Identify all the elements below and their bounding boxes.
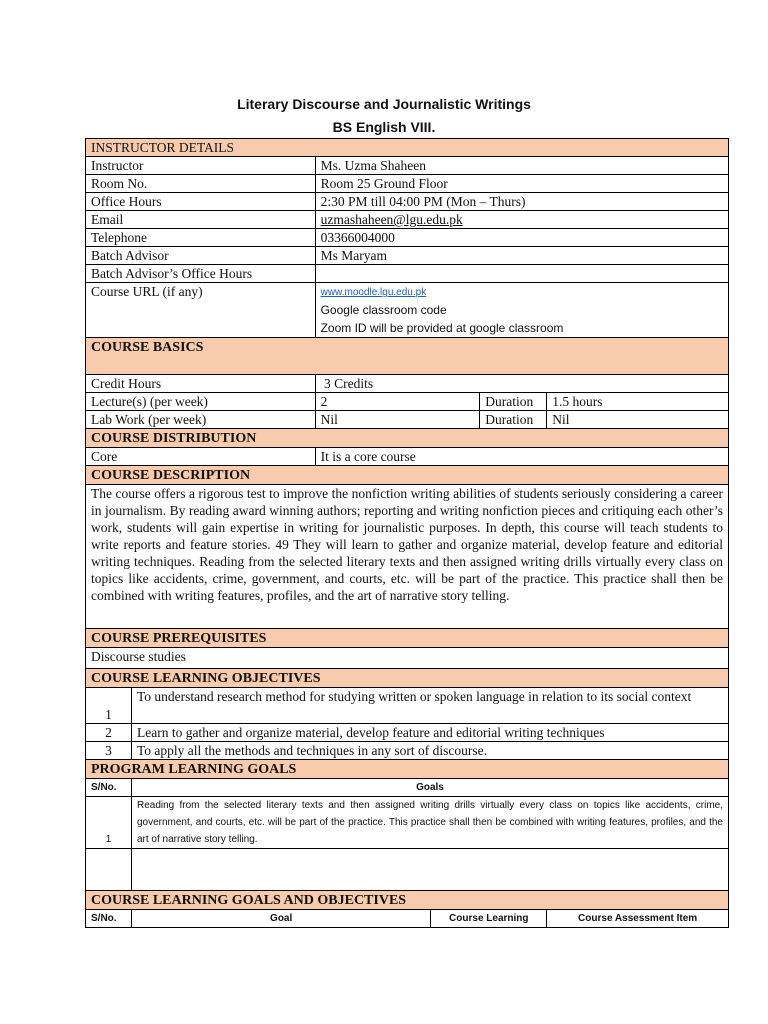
field-label: Email — [86, 211, 316, 229]
objective-number: 3 — [86, 742, 132, 760]
field-value: 2:30 PM till 04:00 PM (Mon – Thurs) — [315, 193, 728, 211]
column-header-course-learning: Course Learning — [431, 910, 547, 928]
table-row — [86, 375, 729, 393]
field-value: Ms. Uzma Shaheen — [315, 157, 728, 175]
goal-number — [86, 849, 132, 891]
course-description-text: The course offers a rigorous test to improve the nonfiction writing abilities of students seriously considering a career in journalism. By reading award winning authors; reporting and writing nonfiction pieces and critiquing each other’s work, students will gain expertise in writing for journalistic purposes. In depth, this course will teach students to write reports and feature stories. 49 They will learn to gather and organize material, develop feature and editorial writing techniques. Reading from the selected literary texts and then assigned writing drills virtually every class on topics like accidents, crime, government, and courts, etc. will be part of the practice. This practice shall then be combined with writing features, profiles, and the art of narrative story telling. — [86, 485, 729, 629]
field-value: Room 25 Ground Floor — [315, 175, 728, 193]
table-header-row — [86, 779, 729, 797]
document-subtitle: BS English VIII. — [332, 119, 436, 135]
table-row — [86, 448, 729, 466]
field-value: 03366004000 — [315, 229, 728, 247]
duration-label: Duration — [480, 411, 547, 429]
objective-text: Learn to gather and organize material, develop feature and editorial writing techniques — [131, 724, 728, 742]
section-header-objectives — [86, 669, 729, 688]
zoom-id-text: Zoom ID will be provided at google classroom — [320, 321, 564, 335]
field-value: 3 Credits — [315, 375, 728, 393]
section-header-description — [86, 466, 729, 485]
field-label: Instructor — [86, 157, 316, 175]
table-row — [86, 175, 729, 193]
column-header-goals: Goals — [131, 779, 728, 797]
section-header-course-goals — [86, 891, 729, 910]
course-outline-table — [85, 138, 729, 928]
table-row — [86, 229, 729, 247]
field-value: Ms Maryam — [315, 247, 728, 265]
table-row — [86, 265, 729, 283]
objective-row — [86, 688, 729, 724]
classroom-code-text: Google classroom code — [320, 303, 447, 317]
table-row — [86, 411, 729, 429]
section-header-prerequisites — [86, 629, 729, 648]
goal-row — [86, 797, 729, 849]
table-row — [86, 211, 729, 229]
section-title: INSTRUCTOR DETAILS — [91, 140, 235, 155]
prerequisites-value: Discourse studies — [86, 648, 729, 669]
field-label: Lab Work (per week) — [86, 411, 316, 429]
field-label: Room No. — [86, 175, 316, 193]
table-row-course-url — [86, 283, 729, 338]
field-label: Batch Advisor’s Office Hours — [86, 265, 316, 283]
field-label: Telephone — [86, 229, 316, 247]
section-header-instructor — [86, 139, 729, 157]
field-label: Credit Hours — [86, 375, 316, 393]
duration-value: Nil — [547, 411, 729, 429]
table-row — [86, 648, 729, 669]
email-link[interactable]: uzmashaheen@lgu.edu.pk — [320, 212, 463, 227]
field-value — [315, 265, 728, 283]
table-header-row — [86, 910, 729, 928]
field-label: Lecture(s) (per week) — [86, 393, 316, 411]
goal-text — [131, 849, 728, 891]
goal-text: Reading from the selected literary texts and then assigned writing drills virtually every class on topics like accidents, crime, government, and courts, etc. will be part of the practice. This practice shall then be combined with writing features, profiles, and the art of narrative story telling. — [131, 797, 728, 849]
field-label: Office Hours — [86, 193, 316, 211]
objective-row — [86, 724, 729, 742]
section-title: PROGRAM LEARNING GOALS — [91, 762, 297, 777]
field-value: Nil — [315, 411, 480, 429]
section-title: COURSE LEARNING OBJECTIVES — [91, 671, 321, 686]
duration-value: 1.5 hours — [547, 393, 729, 411]
table-row — [86, 393, 729, 411]
table-row — [86, 193, 729, 211]
section-header-program-goals — [86, 760, 729, 779]
section-title: COURSE BASICS — [91, 340, 204, 355]
duration-label: Duration — [480, 393, 547, 411]
objective-number: 2 — [86, 724, 132, 742]
objective-row — [86, 742, 729, 760]
column-header-goal: Goal — [131, 910, 430, 928]
field-value: 2 — [315, 393, 480, 411]
course-url-link[interactable]: www.moodle.lgu.edu.pk — [320, 287, 427, 298]
section-title: COURSE DESCRIPTION — [91, 468, 251, 483]
column-header-sno: S/No. — [86, 910, 132, 928]
objective-text: To apply all the methods and techniques in any sort of discourse. — [131, 742, 728, 760]
section-title: COURSE DISTRIBUTION — [91, 431, 257, 446]
table-row — [86, 157, 729, 175]
table-row-description — [86, 485, 729, 629]
section-header-basics — [86, 338, 729, 375]
column-header-sno: S/No. — [86, 779, 132, 797]
field-value: It is a core course — [315, 448, 728, 466]
goal-number: 1 — [86, 797, 132, 849]
field-label: Course URL (if any) — [86, 283, 316, 338]
section-header-distribution — [86, 429, 729, 448]
field-label: Core — [86, 448, 316, 466]
objective-number: 1 — [86, 688, 132, 724]
goal-row-empty — [86, 849, 729, 891]
field-label: Batch Advisor — [86, 247, 316, 265]
table-row — [86, 247, 729, 265]
objective-text: To understand research method for studying written or spoken language in relation to its social context — [131, 688, 728, 724]
section-title: COURSE PREREQUISITES — [91, 631, 267, 646]
column-header-assessment: Course Assessment Item — [547, 910, 729, 928]
section-title: COURSE LEARNING GOALS AND OBJECTIVES — [91, 893, 407, 908]
document-title: Literary Discourse and Journalistic Writings — [237, 96, 531, 112]
